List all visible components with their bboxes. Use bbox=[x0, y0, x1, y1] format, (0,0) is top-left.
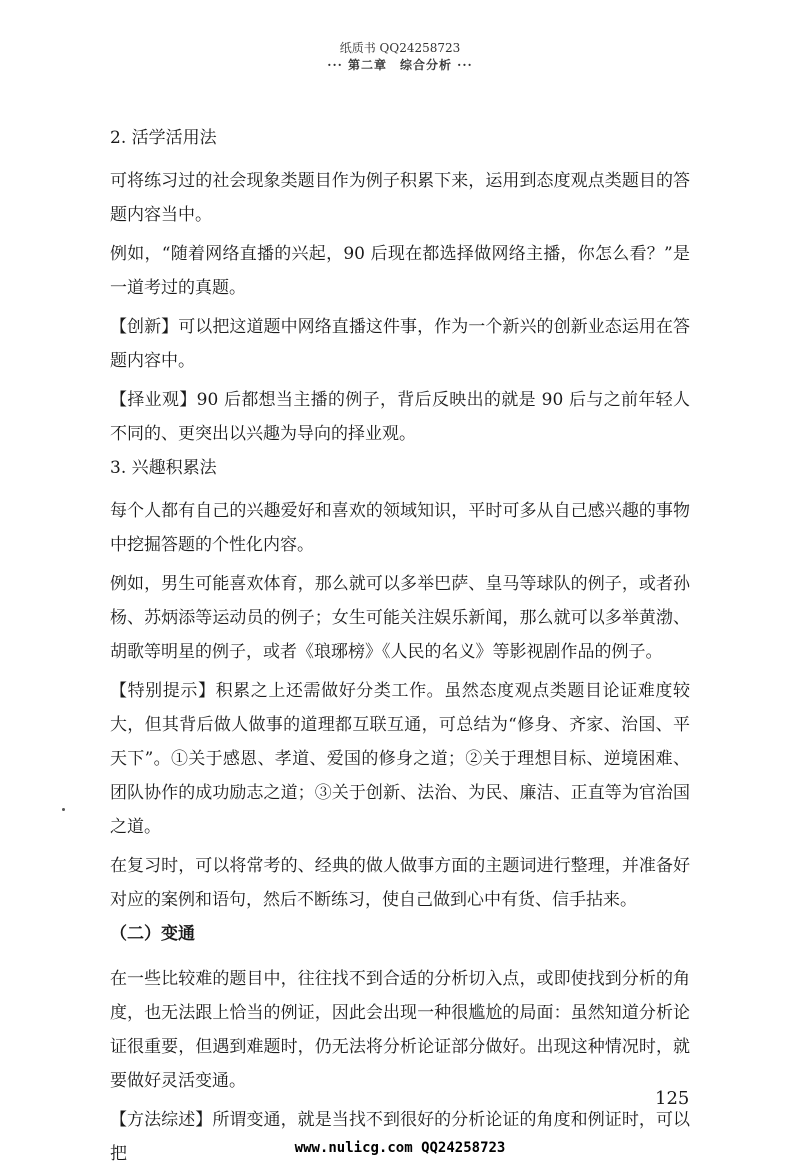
paragraph-3 bbox=[110, 310, 690, 378]
paragraph-8: 在复习时，可以将常考的、经典的做人做事方面的主题词进行整理，并准备好对应的案例和语句，然后不断练习，使自己做到心中有货、信手拈来。 bbox=[110, 856, 690, 910]
paragraph-6: 例如，男生可能喜欢体育，那么就可以多举巴萨、皇马等球队的例子，或者孙杨、苏炳添等运动员的例子；女生可能关注娱乐新闻，那么就可以多举黄渤、胡歌等明星的例子，或者《琅琊榜》《人民的名义》等影视剧作品的例子。 bbox=[110, 574, 690, 662]
page-number: 125 bbox=[655, 1088, 690, 1109]
paragraph-4-text: 90 后都想当主播的例子，背后反映出的就是 90 后与之前年轻人不同的、更突出以兴趣为导向的择业观。 bbox=[110, 390, 691, 444]
paragraph-1: 可将练习过的社会现象类题目作为例子积累下来，运用到态度观点类题目的答题内容当中。 bbox=[110, 171, 690, 225]
running-header bbox=[0, 40, 800, 74]
paragraph-5: 每个人都有自己的兴趣爱好和喜欢的领域知识，平时可多从自己感兴趣的事物中挖掘答题的个性化内容。 bbox=[110, 501, 690, 555]
header-chapter-title: ··· 第二章 综合分析 ··· bbox=[327, 58, 473, 72]
tag-innovation: 【创新】 bbox=[110, 317, 179, 337]
tag-special-tip: 【特别提示】 bbox=[110, 681, 216, 701]
section-title-3: 3. 兴趣积累法 bbox=[110, 458, 217, 478]
subsection-title: （二）变通 bbox=[110, 924, 195, 944]
paragraph-10-text: 所谓变通，就是当找不到很好的分析论证的角度和例证时，可以把 bbox=[110, 1110, 691, 1164]
paragraph-3-text: 可以把这道题中网络直播这件事，作为一个新兴的创新业态运用在答题内容中。 bbox=[110, 317, 691, 371]
page-body bbox=[110, 126, 690, 1176]
paragraph-2: 例如，“随着网络直播的兴起，90 后现在都选择做网络主播，你怎么看？”是一道考过的真题。 bbox=[110, 244, 690, 298]
section-title-2: 2. 活学活用法 bbox=[110, 128, 217, 148]
footer-watermark: www.nulicg.com QQ24258723 bbox=[294, 1140, 506, 1156]
paragraph-10 bbox=[110, 1103, 690, 1171]
scan-dot bbox=[62, 808, 65, 811]
paragraph-7 bbox=[110, 674, 690, 844]
tag-career-view: 【择业观】 bbox=[110, 390, 197, 410]
paragraph-4 bbox=[110, 383, 690, 451]
paragraph-9: 在一些比较难的题目中，往往找不到合适的分析切入点，或即使找到分析的角度，也无法跟上恰当的例证，因此会出现一种很尴尬的局面：虽然知道分析论证很重要，但遇到难题时，仍无法将分析论证部分做好。出现这种情况时，就要做好灵活变通。 bbox=[110, 969, 690, 1091]
paragraph-7-text: 积累之上还需做好分类工作。虽然态度观点类题目论证难度较大，但其背后做人做事的道理都互联互通，可总结为“修身、齐家、治国、平天下”。①关于感恩、孝道、爱国的修身之道；②关于理想目标、逆境困难、团队协作的成功励志之道；③关于创新、法治、为民、廉洁、正直等为官治国之道。 bbox=[110, 681, 690, 837]
tag-method-summary: 【方法综述】 bbox=[110, 1110, 213, 1130]
header-line-1: 纸质书 QQ24258723 bbox=[339, 41, 461, 55]
